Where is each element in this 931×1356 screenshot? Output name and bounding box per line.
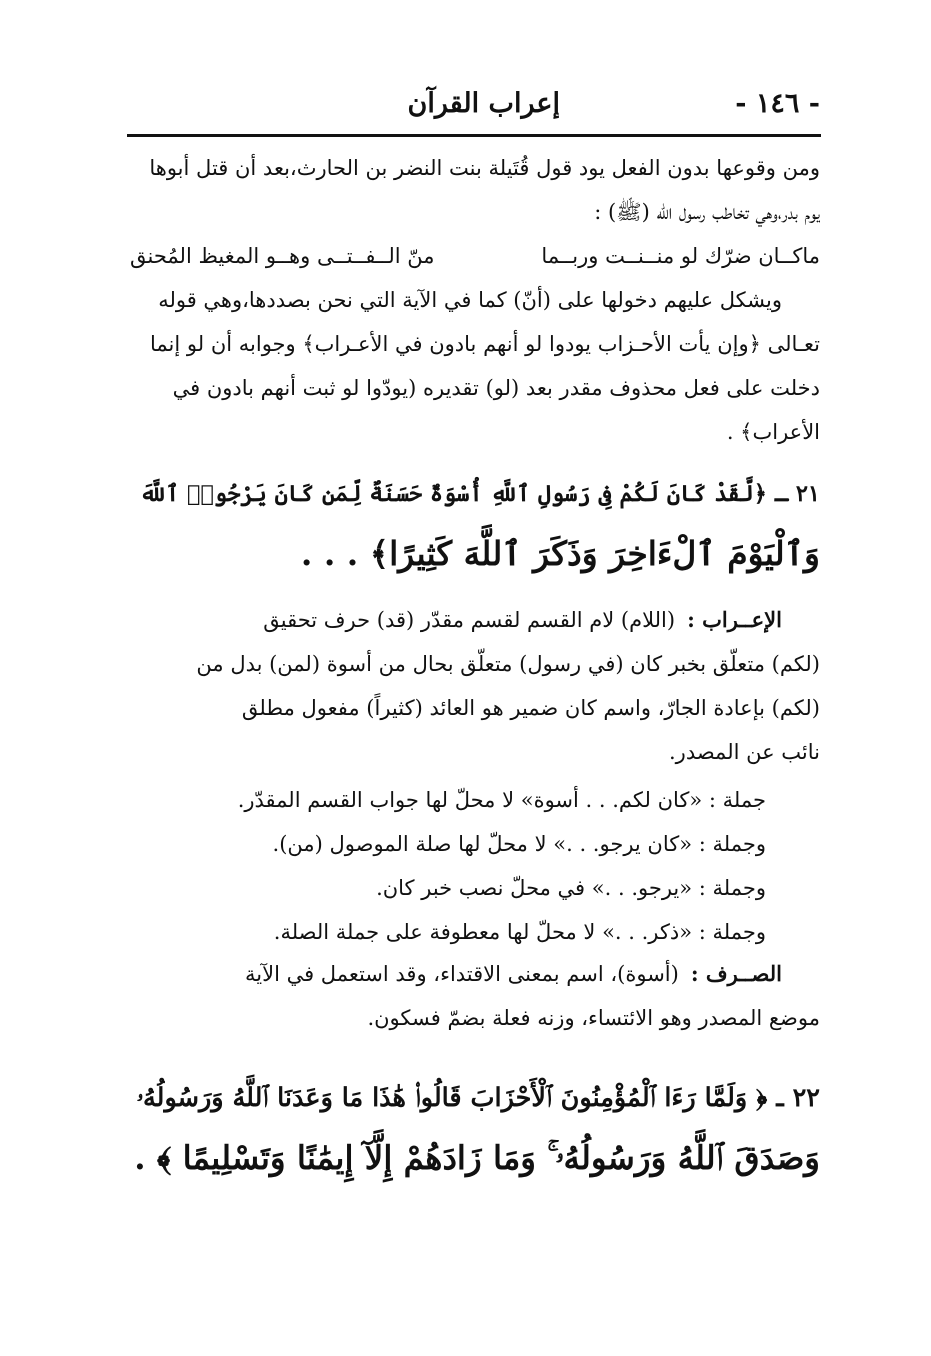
- text-line: ويشكل عليهم دخولها على (أنّ) كما في الآية التي نحن بصددها،وهي قوله: [158, 288, 782, 312]
- sarf-text: (أسوة)، اسم بمعنى الاقتداء، وقد استعمل في الآية: [244, 962, 679, 986]
- sentence-line: جملة : «كان لكم. . . أسوة» لا محلّ لها جواب القسم المقدّر.: [237, 788, 766, 812]
- page-title: إعراب القرآن: [407, 88, 560, 119]
- sentence-line: وجملة : «كان يرجو. . .» لا محلّ لها صلة الموصول (من).: [272, 832, 766, 856]
- text-line: يوم بدر،وهي تخاطب رسول الله (ﷺ) :: [594, 200, 820, 224]
- sarf-label: الصــرف :: [690, 961, 782, 986]
- quran-verse-line: وَصَدَقَ ٱللَّهُ وَرَسُولُهُۥ ۚ وَمَا زَادَهُمْ إِلَّآ إِيمَٰنًا وَتَسْلِيمًا ﴾ .: [134, 1138, 820, 1177]
- verse-21: [130, 464, 820, 584]
- quran-verse-line: ٢١ ـ ﴿لَّقَدْ كَانَ لَكُمْ فِى رَسُولِ ٱللَّهِ أُسْوَةٌ حَسَنَةٌ لِّمَن كَانَ يَرْجُوا۟ ٱللَّهَ: [139, 481, 820, 507]
- page-header: [128, 88, 820, 128]
- header-divider: [127, 134, 821, 137]
- irab-label: الإعــراب :: [687, 607, 782, 632]
- text-line: [130, 598, 820, 642]
- quran-verse-line: وَٱلْيَوْمَ ٱلْءَاخِرَ وَذَكَرَ ٱللَّهَ كَثِيرًا﴾ . . .: [300, 534, 820, 573]
- sentences-section: [130, 778, 820, 954]
- poem-verse: [130, 234, 820, 278]
- text-line: ومن وقوعها بدون الفعل يود قول قُتَيلة بنت النضر بن الحارث،بعد أن قتل أبوها: [149, 156, 820, 180]
- text-line: (لكم) بإعادة الجارّ، واسم كان ضمير هو العائد (كثيراً) مفعول مطلق: [241, 696, 820, 720]
- text-line: موضع المصدر وهو الائتساء، وزنه فعلة بضمّ فسكون.: [367, 1006, 820, 1030]
- irab-section: [130, 598, 820, 774]
- irab-text: (اللام) لام القسم لقسم مقدّر (قد) حرف تحقيق: [263, 608, 676, 632]
- sarf-section: [130, 952, 820, 1040]
- text-line: دخلت على فعل محذوف مقدر بعد (لو) تقديره (يودّوا لو ثبت أنهم بادون في: [172, 376, 820, 400]
- text-line: (لكم) متعلّق بخبر كان (في رسول) متعلّق بحال من أسوة (لمن) بدل من: [196, 652, 820, 676]
- intro-section: [130, 146, 820, 454]
- page-number: - ١٤٦ -: [735, 88, 820, 119]
- verse-22: [130, 1068, 820, 1188]
- sentence-line: وجملة : «يرجو. . .» في محلّ نصب خبر كان.: [376, 876, 766, 900]
- quran-verse-line: ٢٢ ـ ﴿ وَلَمَّا رَءَا ٱلْمُؤْمِنُونَ ٱلْأَحْزَابَ قَالُوا۟ هَٰذَا مَا وَعَدَنَا ٱللَّهُ وَرَسُولُهُۥ: [136, 1083, 820, 1113]
- poem-second-hemistich: منّ الــفــتــى وهــو المغيظ المُحنق: [130, 244, 435, 268]
- poem-first-hemistich: ماكــان ضرّك لو منــنــت وربــما: [541, 244, 820, 268]
- sentence-line: وجملة : «ذكر. . .» لا محلّ لها معطوفة على جملة الصلة.: [273, 920, 766, 944]
- text-line: الأعراب﴾ .: [726, 420, 820, 444]
- text-line: تعـالى ﴿وإن يأت الأحـزاب يودوا لو أنهم بادون في الأعـراب﴾ وجوابه أن لو إنما: [150, 332, 820, 356]
- text-line: [130, 952, 820, 996]
- text-line: نائب عن المصدر.: [669, 740, 820, 764]
